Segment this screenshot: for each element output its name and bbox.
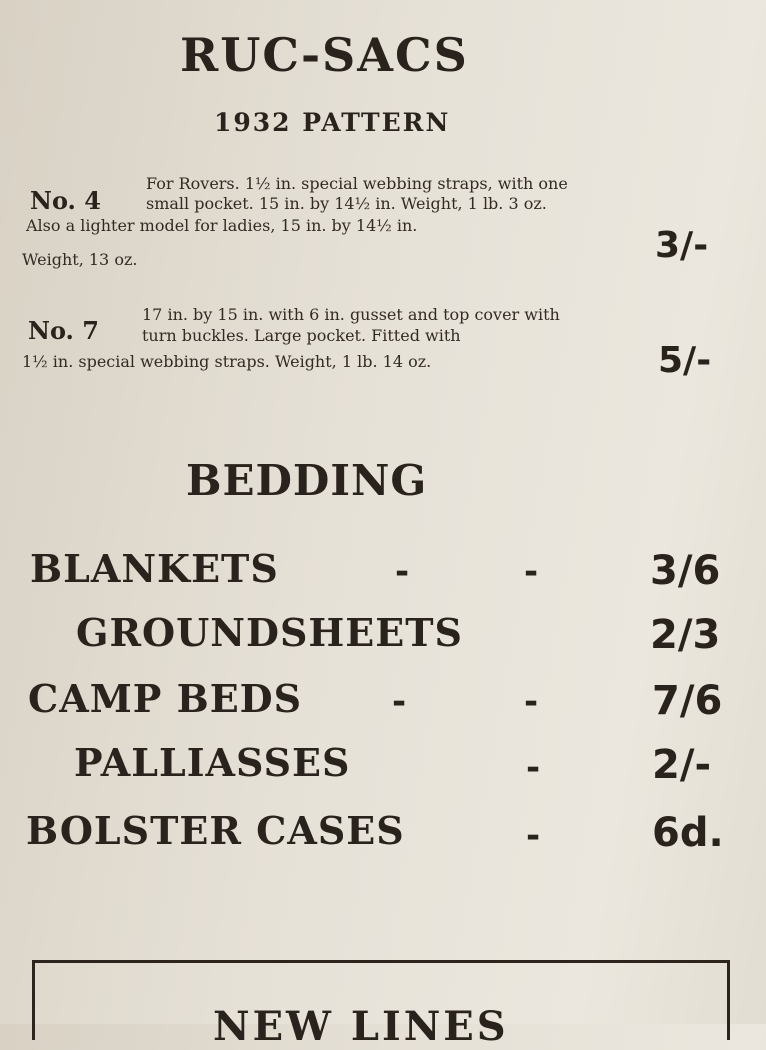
- leader-dash: -: [524, 682, 539, 722]
- no7-price: 5/-: [658, 340, 712, 381]
- list-item-price: 2/3: [650, 612, 721, 658]
- list-item-price: 3/6: [650, 548, 721, 594]
- no7-desc-line1: 17 in. by 15 in. with 6 in. gusset and top cover with: [142, 305, 560, 324]
- no4-price: 3/-: [655, 225, 709, 266]
- list-item-name: BOLSTER CASES: [26, 808, 405, 853]
- list-item-price: 6d.: [652, 810, 724, 856]
- list-item-name: GROUNDSHEETS: [76, 610, 463, 655]
- no4-desc-line4: Weight, 13 oz.: [22, 250, 138, 269]
- leader-dash: -: [526, 816, 541, 856]
- rucsacs-subtitle: 1932 PATTERN: [214, 108, 451, 137]
- leader-dash: -: [392, 682, 407, 722]
- list-item-name: BLANKETS: [30, 546, 279, 591]
- no7-label: No. 7: [28, 316, 99, 345]
- no4-label: No. 4: [30, 186, 101, 215]
- no7-desc-line2: turn buckles. Large pocket. Fitted with: [142, 326, 461, 345]
- list-item-name: PALLIASSES: [74, 740, 351, 785]
- leader-dash: -: [526, 748, 541, 788]
- list-item-name: CAMP BEDS: [28, 676, 303, 721]
- leader-dash: -: [395, 552, 410, 592]
- no7-desc-line3: 1½ in. special webbing straps. Weight, 1 lb. 14 oz.: [22, 352, 432, 371]
- new-lines-title: NEW LINES: [213, 1003, 509, 1050]
- list-item-price: 7/6: [652, 678, 723, 724]
- list-item-price: 2/-: [652, 742, 712, 788]
- bedding-title: BEDDING: [186, 456, 428, 505]
- no4-desc-line2: small pocket. 15 in. by 14½ in. Weight, 1 lb. 3 oz.: [146, 194, 547, 213]
- new-lines-box: [32, 960, 730, 1050]
- leader-dash: -: [524, 552, 539, 592]
- no4-desc-line3: Also a lighter model for ladies, 15 in. by 14½ in.: [26, 216, 418, 235]
- rucsacs-title: RUC-SACS: [180, 28, 469, 82]
- no4-desc-line1: For Rovers. 1½ in. special webbing straps, with one: [146, 174, 568, 193]
